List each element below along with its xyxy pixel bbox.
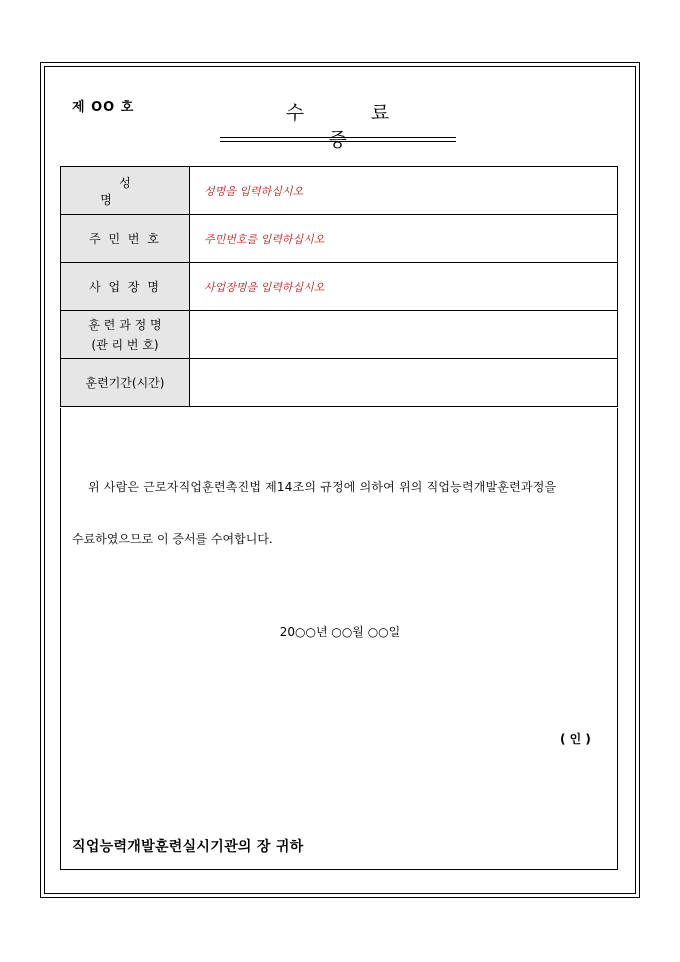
- statement-line-1: 위 사람은 근로자직업훈련촉진법 제14조의 규정에 의하여 위의 직업능력개발훈련과정을: [88, 480, 557, 494]
- row-period: [61, 359, 618, 407]
- statement-line-2: 수료하였으므로 이 증서를 수여합니다.: [72, 532, 273, 546]
- label-workplace: [61, 263, 190, 311]
- field-resident-number[interactable]: 주민번호를 입력하십시오: [190, 215, 618, 263]
- info-table: [60, 166, 618, 407]
- label-resident-number: [61, 215, 190, 263]
- title-char-1: 수: [285, 102, 306, 124]
- title-char-3: 증: [328, 129, 348, 151]
- label-resident-number-text: 주 민 번 호: [89, 232, 161, 246]
- row-workplace: [61, 263, 618, 311]
- title-underline-top: [220, 137, 456, 138]
- field-name[interactable]: 성명을 입력하십시오: [190, 167, 618, 215]
- label-course-id-text: (관 리 번 호): [91, 337, 159, 352]
- label-course-text: 훈 련 과 정 명: [88, 317, 162, 332]
- row-resident-number: [61, 215, 618, 263]
- label-period: [61, 359, 190, 407]
- seal-mark: ( 인 ): [560, 732, 591, 746]
- field-period[interactable]: [190, 359, 618, 407]
- row-course: [61, 311, 618, 359]
- label-workplace-text: 사 업 장 명: [89, 280, 161, 294]
- certificate-number: 제 OO 호: [72, 100, 135, 115]
- label-period-text: 훈련기간(시간): [85, 376, 165, 390]
- label-name-text: 성 명: [100, 175, 169, 207]
- label-course: [61, 311, 190, 359]
- title-char-2: 료: [370, 102, 391, 124]
- label-name: [61, 167, 190, 215]
- issue-date: 20○○년 ○○월 ○○일: [279, 625, 401, 639]
- addressee: 직업능력개발훈련실시기관의 장 귀하: [72, 839, 304, 855]
- row-name: [61, 167, 618, 215]
- certificate-title: [220, 98, 456, 152]
- field-course[interactable]: [190, 311, 618, 359]
- field-workplace[interactable]: 사업장명을 입력하십시오: [190, 263, 618, 311]
- title-underline-bottom: [220, 141, 456, 142]
